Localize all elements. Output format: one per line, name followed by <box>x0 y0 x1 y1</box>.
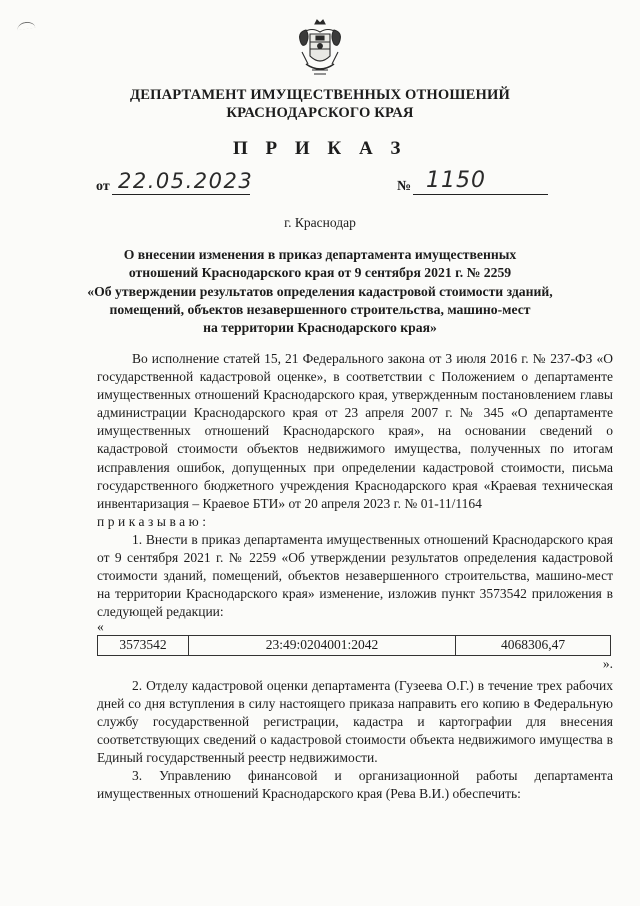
department-name-line1: ДЕПАРТАМЕНТ ИМУЩЕСТВЕННЫХ ОТНОШЕНИЙ <box>130 87 510 103</box>
scan-mark <box>17 21 36 30</box>
handwritten-number: 1150 <box>426 168 486 193</box>
title-line: на территории Краснодарского края» <box>203 320 437 336</box>
number-underline <box>413 194 548 195</box>
cadastral-number-cell: 23:49:0204001:2042 <box>189 636 456 655</box>
cadastral-value-cell: 4068306,47 <box>456 636 611 655</box>
preamble-paragraph: Во исполнение статей 15, 21 Федерального закона от 3 июля 2016 г. № 237-ФЗ «О государственной кадастровой оценке», в соответствии с Положением о департаменте имущественных отношений Краснодарского края, утвержденным постановлением главы администрации Краснодарского края от 23 апреля 2007 г. № 345 «О департаменте имущественных отношений Краснодарского края», на основании сведений о кадастровой стоимости объектов недвижимого имущества, полученных по итогам исправления ошибок, допущенных при определении кадастровой стоимости, письма государственного бюджетного учреждения Краснодарского края «Краевая техническая инвентаризация – Краевое БТИ» от 20 апреля 2023 г. № 01-11/1164 <box>97 351 613 511</box>
date-underline <box>112 194 250 195</box>
title-line: помещений, объектов незавершенного строительства, машино-мест <box>109 301 531 317</box>
city-line: г. Краснодар <box>284 215 356 230</box>
opening-quote: « <box>97 619 104 635</box>
handwritten-date: 22.05.2023 <box>118 169 254 193</box>
title-line: «Об утверждении результатов определения кадастровой стоимости зданий, <box>87 283 553 299</box>
row-number-cell: 3573542 <box>98 636 189 655</box>
date-label: от <box>96 179 110 194</box>
order-title <box>70 246 570 337</box>
cadastral-value-table <box>97 635 611 655</box>
item-2-paragraph: 2. Отделу кадастровой оценки департамента (Гузеева О.Г.) в течение трех рабочих дней со дня вступления в силу настоящего приказа направить его копию в Федеральную службу государственной регистрации, кадастра и картографии для внесения соответствующих сведений о кадастровой стоимости объекта недвижимого имущества в Единый государственный реестр недвижимости. <box>97 677 613 765</box>
closing-quote: ». <box>602 655 613 671</box>
title-line: О внесении изменения в приказ департамента имущественных <box>123 247 517 262</box>
table-row <box>98 636 611 655</box>
number-label: № <box>397 179 412 194</box>
order-body <box>97 350 613 803</box>
coat-of-arms-emblem <box>296 18 344 80</box>
document-type-title: П Р И К А З <box>233 138 407 159</box>
item-1-paragraph: 1. Внести в приказ департамента имущественных отношений Краснодарского края от 9 сентября 2021 г. № 2259 «Об утверждении результатов определения кадастровой стоимости зданий, помещений, объектов незавершенного строительства, машино-мест на территории Краснодарского края» изменение, изложив пункт 3573542 приложения в следующей редакции: <box>97 531 613 620</box>
item-3-paragraph: 3. Управлению финансовой и организационной работы департамента имущественных отношений Краснодарского края (Рева В.И.) обеспечить: <box>97 767 613 802</box>
title-line: отношений Краснодарского края от 9 сентября 2021 г. № 2259 <box>128 265 512 281</box>
order-word: приказываю: <box>97 513 210 529</box>
department-name-line2: КРАСНОДАРСКОГО КРАЯ <box>226 105 414 121</box>
